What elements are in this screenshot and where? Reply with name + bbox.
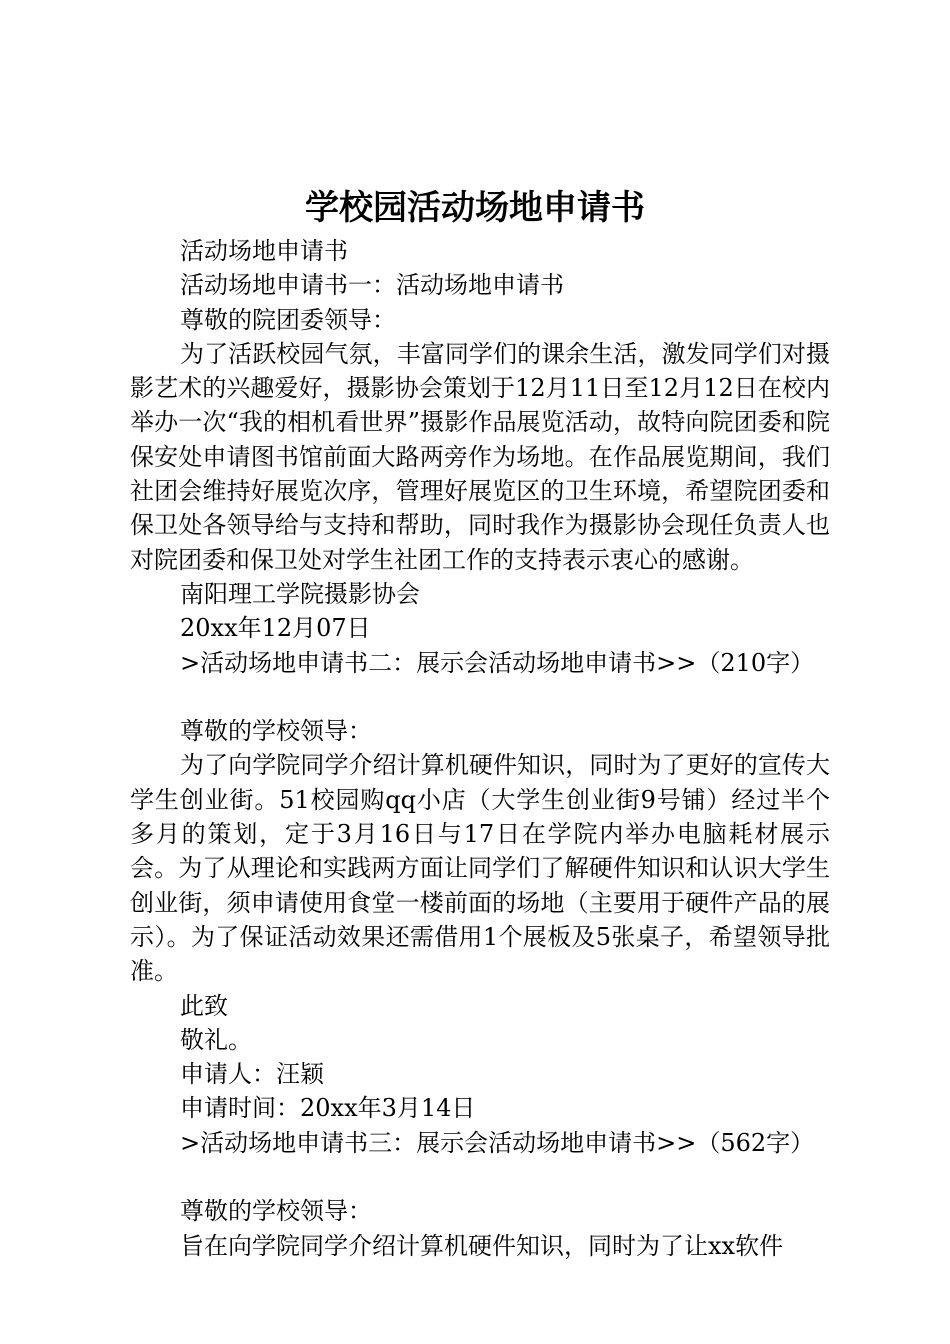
- applicant: 申请人：汪颖: [180, 1060, 324, 1089]
- section-heading-2: >活动场地申请书二：展示会活动场地申请书>>（210字）: [180, 648, 815, 677]
- text-line: 活动场地申请书一：活动场地申请书: [180, 271, 564, 300]
- salutation: 尊敬的院团委领导：: [180, 305, 396, 334]
- closing-line-1: 此致: [180, 991, 228, 1020]
- salutation-3: 尊敬的学校领导：: [180, 1197, 372, 1226]
- closing-line-2: 敬礼。: [180, 1025, 252, 1054]
- salutation-2: 尊敬的学校领导：: [180, 717, 372, 746]
- signature-date: 20xx年12月07日: [180, 614, 371, 643]
- blank-line: [130, 1160, 830, 1194]
- blank-line: [130, 680, 830, 714]
- paragraph-3-start: 旨在向学院同学介绍计算机硬件知识，同时为了让xx软件: [180, 1231, 784, 1260]
- text-line: 活动场地申请书: [180, 237, 348, 265]
- document-title: 学校园活动场地申请书: [305, 188, 645, 228]
- document-body: [130, 234, 830, 1263]
- section-heading-3: >活动场地申请书三：展示会活动场地申请书>>（562字）: [180, 1128, 815, 1157]
- paragraph-2: 为了向学院同学介绍计算机硬件知识，同时为了更好的宣传大学生创业街。51校园购qq小店（大学生创业街9号铺）经过半个多月的策划，定于3月16日与17日在学院内举办电脑耗材展示会。为了从理论和实践两方面让同学们了解硬件知识和认识大学生创业街，须申请使用食堂一楼前面的场地（主要用于硬件产品的展示）。为了保证活动效果还需借用1个展板及5张桌子，希望领导批准。: [130, 751, 830, 986]
- signature-org: 南阳理工学院摄影协会: [180, 579, 420, 608]
- paragraph-1: 为了活跃校园气氛，丰富同学们的课余生活，激发同学们对摄影艺术的兴趣爱好，摄影协会策划于12月11日至12月12日在校内举办一次“我的相机看世界”摄影作品展览活动，故特向院团委和院保安处申请图书馆前面大路两旁作为场地。在作品展览期间，我们社团会维持好展览次序，管理好展览区的卫生环境，希望院团委和保卫处各领导给与支持和帮助，同时我作为摄影协会现任负责人也对院团委和保卫处对学生社团工作的支持表示衷心的感谢。: [130, 339, 830, 574]
- apply-time: 申请时间：20xx年3月14日: [180, 1094, 476, 1123]
